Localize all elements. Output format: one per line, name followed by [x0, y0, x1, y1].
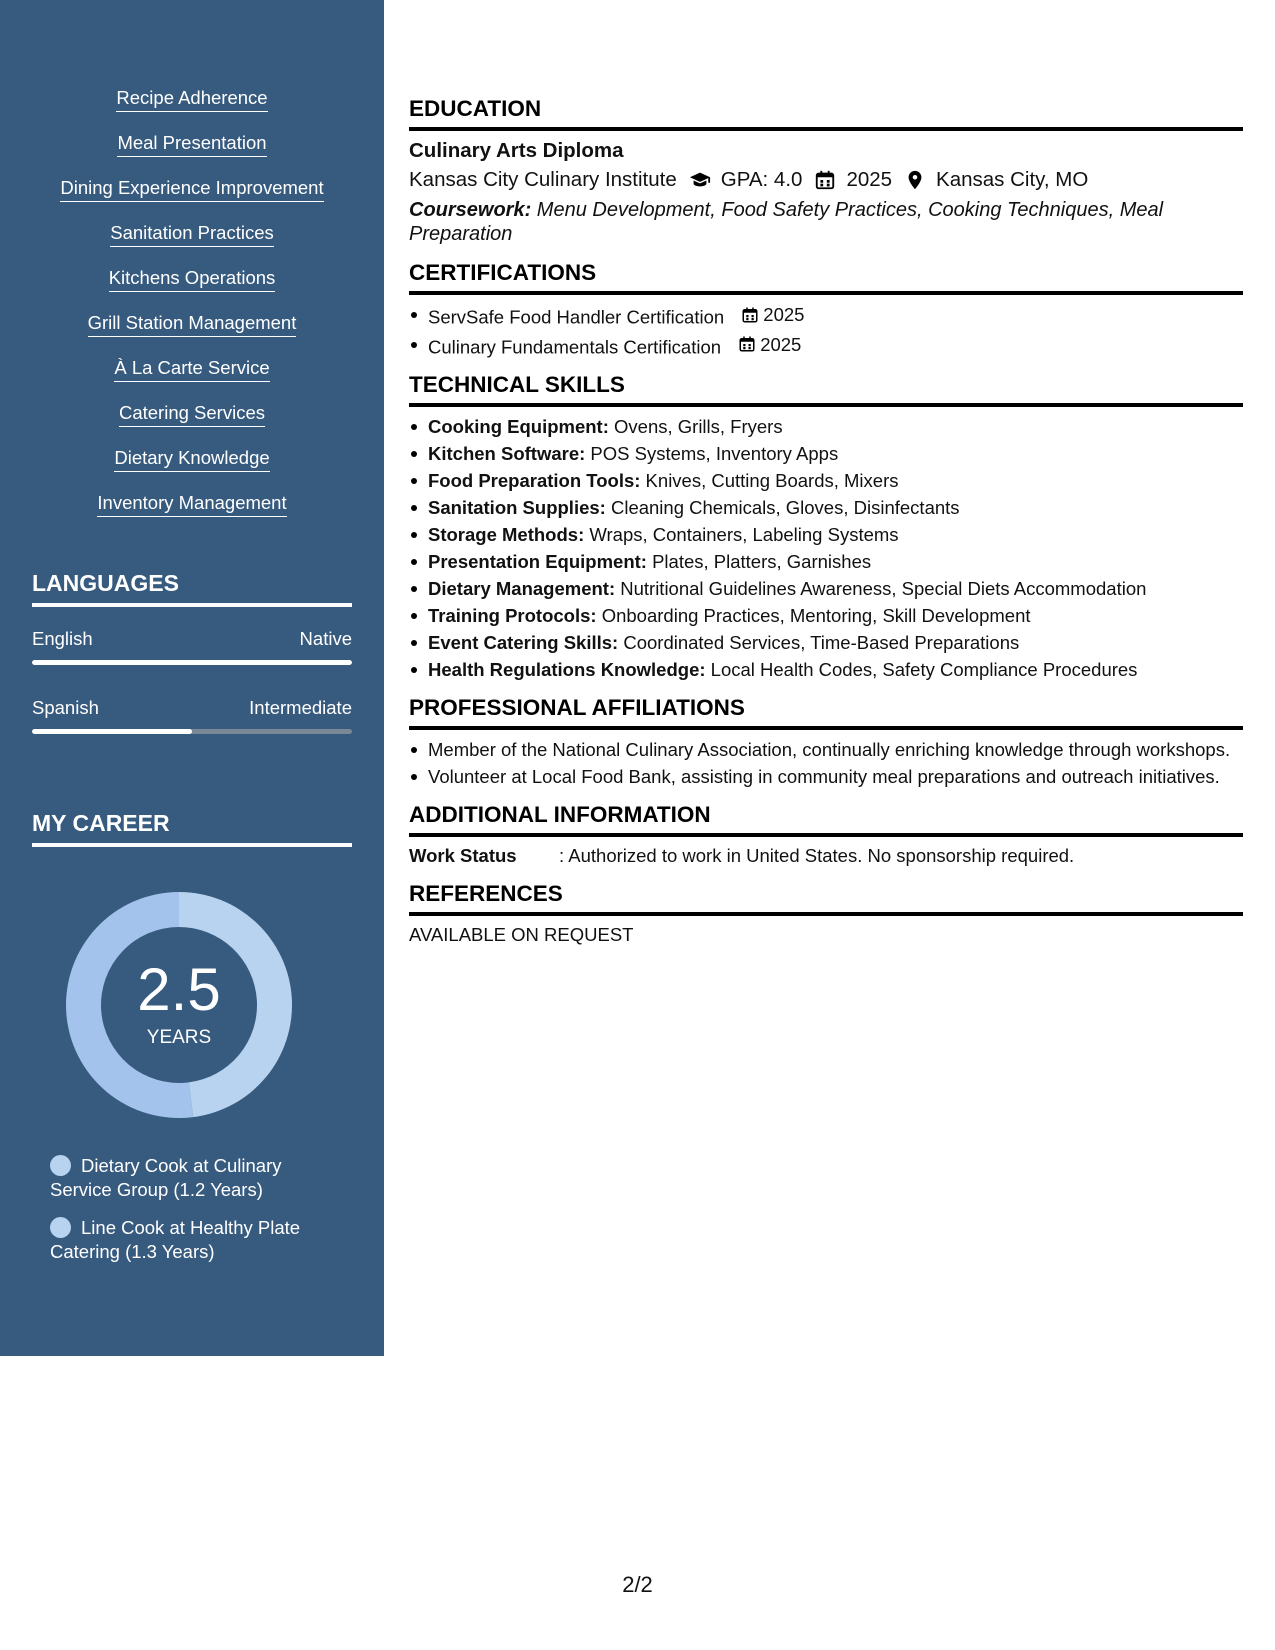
language-level: Native: [299, 628, 352, 649]
list-item: Member of the National Culinary Association, continually enriching knowledge through workshops.: [409, 738, 1243, 761]
section-heading: TECHNICAL SKILLS: [409, 372, 1243, 407]
list-item: Kitchen Software: POS Systems, Inventory Apps: [409, 442, 1243, 465]
list-item: Health Regulations Knowledge: Local Health Codes, Safety Compliance Procedures: [409, 658, 1243, 681]
sidebar: [0, 0, 384, 1356]
skill-item: Kitchens Operations: [0, 266, 384, 311]
certification-year: 2025: [760, 333, 802, 355]
skill-item: Dietary Knowledge: [0, 446, 384, 491]
work-status-label: Work Status: [409, 845, 517, 866]
list-item: Dietary Management: Nutritional Guidelines Awareness, Special Diets Accommodation: [409, 577, 1243, 600]
section-heading: PROFESSIONAL AFFILIATIONS: [409, 695, 1243, 730]
list-item: Cooking Equipment: Ovens, Grills, Fryers: [409, 415, 1243, 438]
section-heading: CERTIFICATIONS: [409, 260, 1243, 295]
career-legend-item: Dietary Cook at Culinary Service Group (1.2 Years): [50, 1155, 282, 1200]
section-heading: ADDITIONAL INFORMATION: [409, 802, 1243, 837]
section-heading: EDUCATION: [409, 96, 1243, 131]
coursework: Coursework: Menu Development, Food Safety Practices, Cooking Techniques, Meal Preparation: [409, 199, 1164, 245]
skill-item: Catering Services: [0, 401, 384, 446]
language-name: Spanish: [32, 697, 99, 718]
list-item: Culinary Fundamentals Certification 2025: [409, 333, 1243, 359]
legend-dot-icon: [50, 1155, 71, 1176]
affiliations-section: [409, 695, 1243, 788]
section-heading: REFERENCES: [409, 881, 1243, 916]
career-total-unit: YEARS: [146, 1027, 212, 1048]
career-total-value: 2.5: [137, 956, 221, 1023]
languages-heading: LANGUAGES: [32, 570, 352, 607]
certifications-section: [409, 260, 1243, 358]
skill-item: À La Carte Service: [0, 356, 384, 401]
language-bar-fill: [32, 660, 352, 665]
map-pin-icon: [904, 169, 926, 191]
calendar-icon: [814, 169, 836, 191]
additional-info-section: [409, 802, 1243, 867]
calendar-icon: [738, 335, 756, 353]
calendar-icon: [741, 306, 759, 324]
language-level: Intermediate: [249, 697, 352, 718]
list-item: ServSafe Food Handler Certification 2025: [409, 303, 1243, 329]
skill-item: Recipe Adherence: [0, 86, 384, 131]
skill-item: Sanitation Practices: [0, 221, 384, 266]
degree-title: Culinary Arts Diploma: [409, 139, 624, 162]
list-item: Presentation Equipment: Plates, Platters, Garnishes: [409, 550, 1243, 573]
technical-skills-list: [409, 415, 1243, 681]
skills-list: [0, 86, 384, 536]
affiliations-list: [409, 738, 1243, 788]
list-item: Training Protocols: Onboarding Practices, Mentoring, Skill Development: [409, 604, 1243, 627]
career-legend: [50, 1154, 340, 1278]
skill-item: Inventory Management: [0, 491, 384, 536]
gpa: GPA: 4.0: [720, 168, 803, 191]
school-location: Kansas City, MO: [936, 168, 1089, 191]
education-details: [409, 168, 1243, 192]
skill-item: Grill Station Management: [0, 311, 384, 356]
list-item: Event Catering Skills: Coordinated Services, Time-Based Preparations: [409, 631, 1243, 654]
language-bar-spanish: [32, 729, 352, 734]
language-bar-fill: [32, 729, 192, 734]
language-name: English: [32, 628, 93, 649]
graduation-year: 2025: [846, 168, 893, 191]
career-heading: MY CAREER: [32, 810, 352, 847]
language-row-spanish: [32, 697, 352, 719]
main-content: [409, 96, 1243, 960]
career-legend-item: Line Cook at Healthy Plate Catering (1.3 Years): [50, 1217, 301, 1262]
graduation-cap-icon: [689, 169, 711, 191]
references-text: AVAILABLE ON REQUEST: [409, 924, 634, 945]
education-section: [409, 96, 1243, 246]
list-item: Storage Methods: Wraps, Containers, Labeling Systems: [409, 523, 1243, 546]
skill-item: Meal Presentation: [0, 131, 384, 176]
list-item: Sanitation Supplies: Cleaning Chemicals, Gloves, Disinfectants: [409, 496, 1243, 519]
references-section: [409, 881, 1243, 946]
work-status-value: : Authorized to work in United States. No sponsorship required.: [559, 845, 1075, 866]
certifications-list: [409, 303, 1243, 358]
language-bar-english: [32, 660, 352, 665]
certification-year: 2025: [763, 304, 805, 325]
skill-item: Dining Experience Improvement: [0, 176, 384, 221]
list-item: Volunteer at Local Food Bank, assisting in community meal preparations and outreach initiatives.: [409, 765, 1243, 788]
language-row-english: [32, 628, 352, 650]
work-status-row: [409, 845, 1243, 867]
page-number: 2/2: [622, 1572, 653, 1597]
legend-dot-icon: [50, 1217, 71, 1238]
list-item: Food Preparation Tools: Knives, Cutting Boards, Mixers: [409, 469, 1243, 492]
technical-skills-section: [409, 372, 1243, 681]
school-name: Kansas City Culinary Institute: [409, 168, 677, 191]
